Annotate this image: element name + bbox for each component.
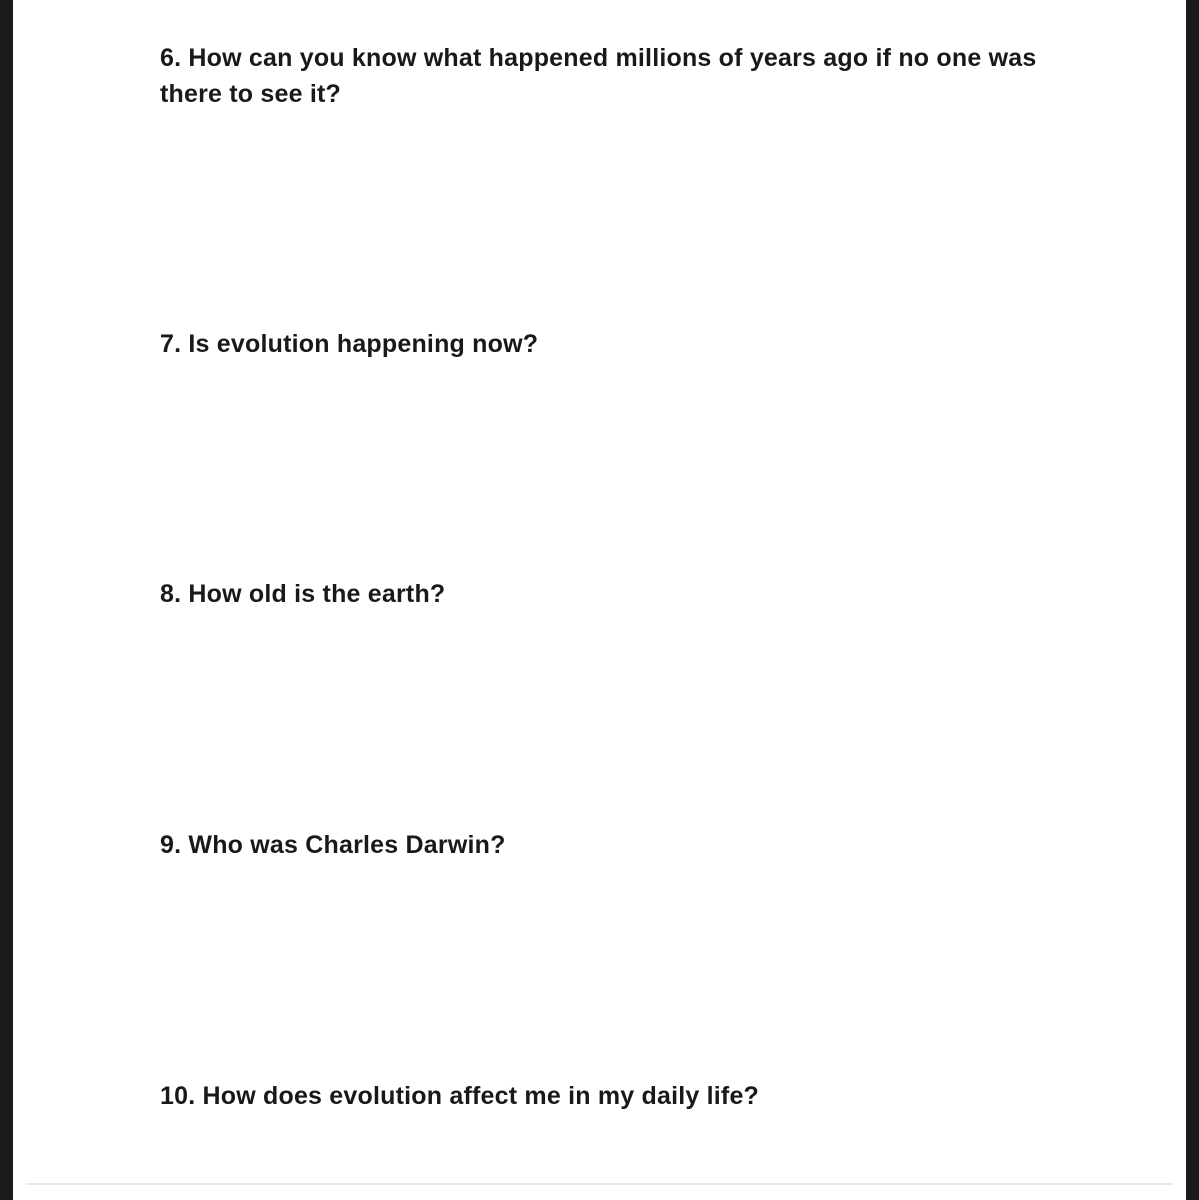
question-9: 9. Who was Charles Darwin?: [160, 831, 506, 859]
question-6: 6. How can you know what happened millions of years ago if no one was there to see it?: [160, 44, 1037, 108]
page-break-line: [26, 1183, 1173, 1185]
left-edge-bar: [0, 0, 13, 1200]
question-8: 8. How old is the earth?: [160, 580, 446, 608]
worksheet-page: [13, 0, 1186, 1200]
question-10: 10. How does evolution affect me in my daily life?: [160, 1082, 760, 1110]
right-edge-bar: [1186, 0, 1199, 1200]
question-7: 7. Is evolution happening now?: [160, 330, 539, 358]
